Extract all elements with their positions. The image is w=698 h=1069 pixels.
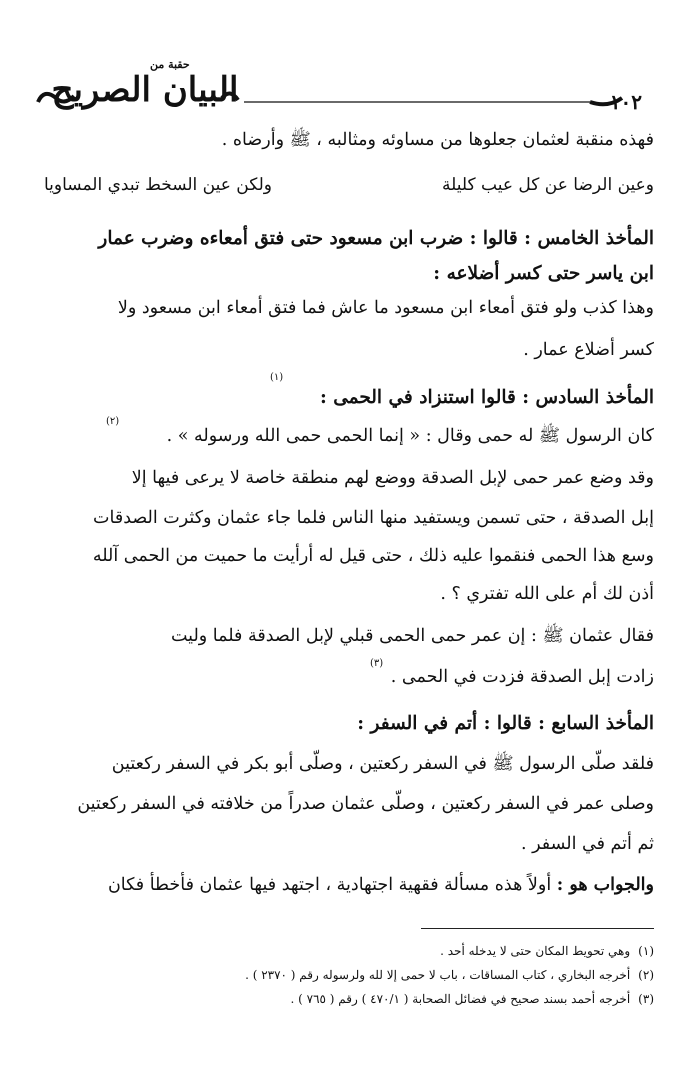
heading-seventh: المأخذ السابع : قالوا : أتم في السفر : (357, 713, 654, 734)
paragraph-line: إبل الصدقة ، حتى تسمن ويستفيد منها الناس فلما جاء عثمان وكثرت الصدقات (93, 508, 654, 528)
heading-sixth: المأخذ السادس : قالوا استنزاد في الحمى : (319, 387, 654, 408)
footnote (42, 992, 654, 1006)
footnote-ref: (٣) (370, 658, 384, 669)
verse-left: ولكن عين السخط تبدي المساويا (44, 175, 273, 195)
page-number: ١٠٢ (609, 90, 642, 114)
paragraph-line: فهذه منقبة لعثمان جعلوها من مساوئه ومثالبه ، ﷺ وأرضاه . (221, 130, 654, 150)
footnote-number: (٢) (638, 968, 654, 982)
footnote-text: أخرجه أحمد بسند صحيح في فضائل الصحابة ( ٤٧٠/١ ) رقم ( ٧٦٥ ) . (290, 992, 631, 1006)
paragraph-line: كسر أضلاع عمار . (523, 340, 654, 360)
page-header (30, 58, 670, 128)
heading-fifth-cont: ابن ياسر حتى كسر أضلاعه : (433, 263, 654, 284)
footnote-number: (٣) (638, 992, 654, 1006)
paragraph-line: وهذا كذب ولو فتق أمعاء ابن مسعود ما عاش فما فتق أمعاء ابن مسعود ولا (117, 298, 654, 318)
paragraph-line: كان الرسول ﷺ له حمى وقال : « إنما الحمى حمى الله ورسوله » . (166, 426, 654, 446)
footnote (42, 944, 654, 958)
footnote-divider (421, 928, 654, 929)
footnote-text: وهي تحويط المكان حتى لا يدخله أحد . (440, 944, 631, 958)
book-title: البيان الصريح (51, 70, 239, 110)
answer-line (42, 877, 654, 895)
answer-label: والجواب هو : (556, 875, 654, 895)
footnote-text: أخرجه البخاري ، كتاب المساقات ، باب لا حمى إلا لله ولرسوله رقم ( ٢٣٧٠ ) . (245, 968, 631, 982)
footnote (42, 968, 654, 982)
paragraph-line: أذن لك أم على الله تفتري ؟ . (440, 584, 654, 604)
paragraph-line: فقال عثمان ﷺ : إن عمر حمى الحمى قبلي لإبل الصدقة فلما وليت (170, 626, 654, 646)
paragraph-line: زادت إبل الصدقة فزدت في الحمى . (390, 667, 654, 687)
paragraph-line: وقد وضع عمر حمى لإبل الصدقة ووضع لهم منطقة خاصة لا يرعى فيها إلا (131, 468, 654, 488)
paragraph-line: وسع هذا الحمى فنقموا عليه ذلك ، حتى قيل له أرأيت ما حميت من الحمى آلله (92, 546, 654, 566)
paragraph-line: ثم أتم في السفر . (521, 834, 654, 854)
answer-text: أولاً هذه مسألة فقهية اجتهادية ، اجتهد فيها عثمان فأخطأ فكان (107, 875, 552, 895)
book-subtitle: حقبة من (150, 58, 190, 71)
footnote-ref: (١) (270, 372, 284, 383)
verse-right: وعين الرضا عن كل عيب كليلة (442, 175, 654, 195)
footnote-number: (١) (638, 944, 654, 958)
paragraph-line: فلقد صلّى الرسول ﷺ في السفر ركعتين ، وصلّى أبو بكر في السفر ركعتين (111, 754, 654, 774)
paragraph-line: وصلى عمر في السفر ركعتين ، وصلّى عثمان صدراً من خلافته في السفر ركعتين (77, 794, 654, 814)
heading-fifth: المأخذ الخامس : قالوا : ضرب ابن مسعود حتى فتق أمعاءه وضرب عمار (98, 228, 654, 249)
footnote-ref: (٢) (106, 416, 120, 427)
